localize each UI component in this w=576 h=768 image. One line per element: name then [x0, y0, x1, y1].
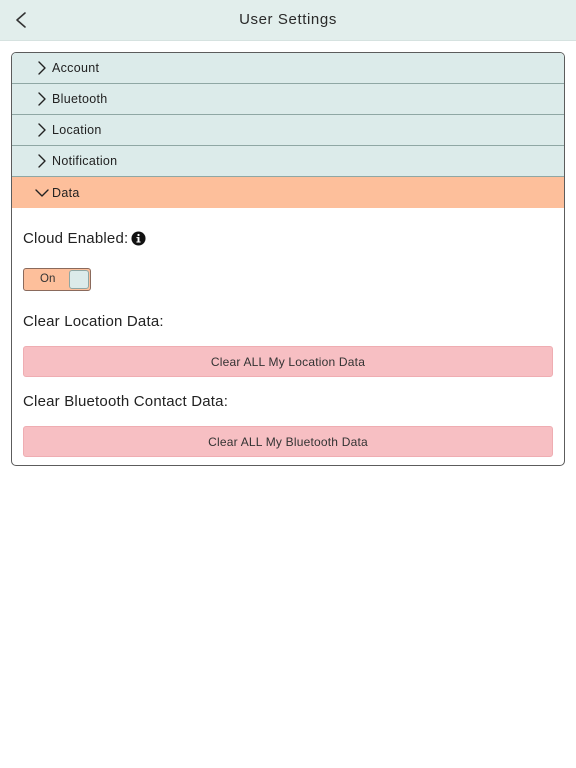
- accordion-item-account[interactable]: [12, 53, 564, 84]
- header-bar: [0, 0, 576, 41]
- accordion-item-location[interactable]: [12, 115, 564, 146]
- accordion-item-notification[interactable]: [12, 146, 564, 177]
- settings-accordion: [11, 52, 565, 466]
- accordion-item-label: Notification: [52, 154, 118, 168]
- toggle-state-label: On: [40, 273, 56, 285]
- page-title: User Settings: [239, 11, 337, 28]
- clear-location-button[interactable]: Clear ALL My Location Data: [23, 346, 553, 377]
- chevron-right-icon: [34, 60, 50, 76]
- chevron-right-icon: [34, 91, 50, 107]
- accordion-item-bluetooth[interactable]: [12, 84, 564, 115]
- chevron-down-icon: [34, 185, 50, 201]
- accordion-item-label: Account: [52, 61, 100, 75]
- clear-location-label: Clear Location Data:: [23, 312, 164, 330]
- accordion-item-label: Data: [52, 185, 80, 200]
- accordion-item-label: Bluetooth: [52, 92, 108, 106]
- chevron-right-icon: [34, 122, 50, 138]
- clear-bluetooth-label: Clear Bluetooth Contact Data:: [23, 392, 229, 410]
- clear-bluetooth-button[interactable]: Clear ALL My Bluetooth Data: [23, 426, 553, 457]
- data-section: [12, 229, 564, 457]
- toggle-knob[interactable]: [69, 270, 89, 289]
- info-icon[interactable]: [131, 231, 146, 246]
- cloud-enabled-row: [23, 229, 553, 247]
- cloud-enabled-label: Cloud Enabled:: [23, 229, 129, 247]
- chevron-right-icon: [34, 153, 50, 169]
- accordion-item-data[interactable]: [12, 177, 564, 208]
- cloud-enabled-toggle[interactable]: [23, 268, 91, 291]
- accordion-item-label: Location: [52, 123, 102, 137]
